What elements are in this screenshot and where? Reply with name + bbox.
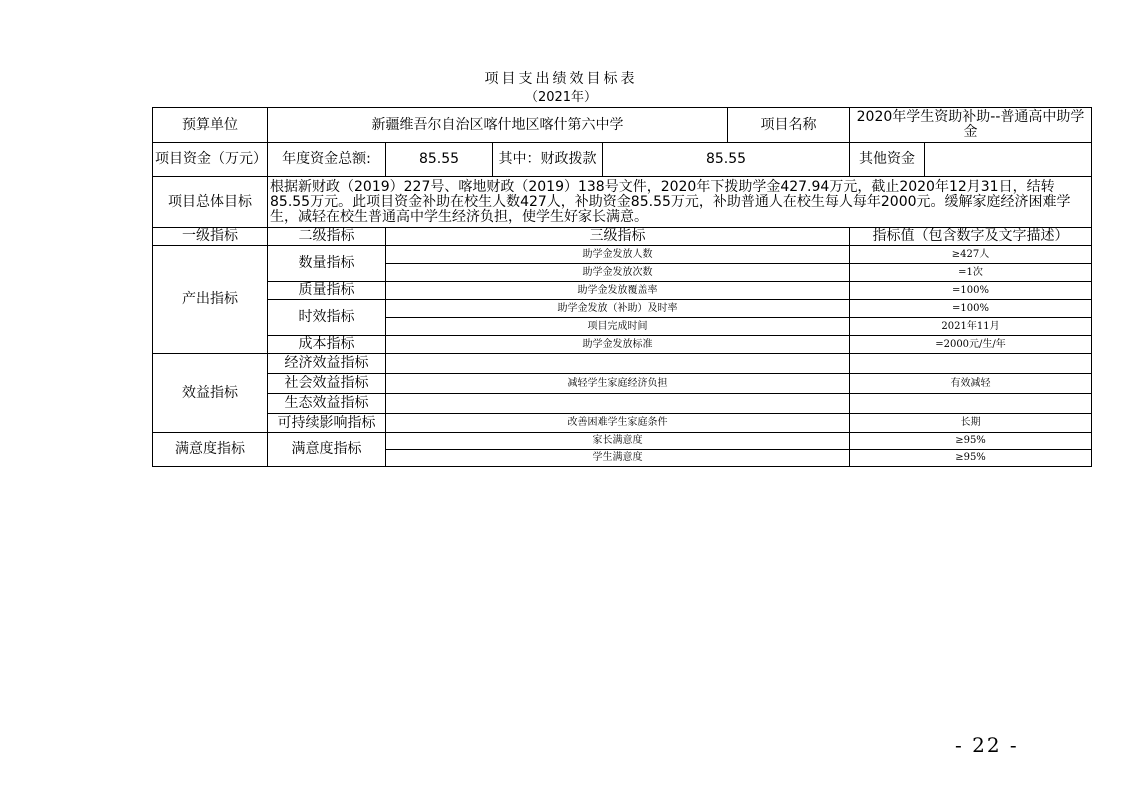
fiscal-value: 85.55 [603, 143, 850, 177]
indicator-value: 2021年11月 [850, 318, 1092, 336]
indicator-value: 长期 [850, 414, 1092, 433]
budget-unit-value: 新疆维吾尔自治区喀什地区喀什第六中学 [268, 108, 728, 143]
indicator-name: 家长满意度 [386, 433, 850, 450]
social-benefit-label: 社会效益指标 [268, 374, 386, 394]
sustainable-impact-label: 可持续影响指标 [268, 414, 386, 433]
indicator-name: 助学金发放（补助）及时率 [386, 300, 850, 318]
table-row [153, 336, 1092, 354]
col-level2-header: 二级指标 [268, 228, 386, 246]
funds-label: 项目资金（万元） [153, 143, 268, 177]
project-name-label: 项目名称 [728, 108, 850, 143]
satisfaction-sub-indicator-label: 满意度指标 [268, 433, 386, 467]
other-funds-label: 其他资金 [850, 143, 925, 177]
fiscal-label: 其中：财政拨款 [493, 143, 603, 177]
indicator-value: =100% [850, 282, 1092, 300]
table-row [153, 300, 1092, 318]
indicator-value [850, 354, 1092, 374]
col-value-header: 指标值（包含数字及文字描述） [850, 228, 1092, 246]
table-subtitle-year: （2021年） [524, 90, 598, 105]
output-indicator-label: 产出指标 [153, 246, 268, 354]
budget-unit-label: 预算单位 [153, 108, 268, 143]
benefit-indicator-label: 效益指标 [153, 354, 268, 433]
performance-target-table [152, 107, 1092, 467]
other-funds-value [925, 143, 1092, 177]
indicator-value [850, 394, 1092, 414]
indicator-value: =2000元/生/年 [850, 336, 1092, 354]
indicator-name: 助学金发放标准 [386, 336, 850, 354]
table-row [153, 414, 1092, 433]
funds-row [153, 143, 1092, 177]
indicator-value: ≥427人 [850, 246, 1092, 264]
table-row [153, 282, 1092, 300]
indicator-value: =100% [850, 300, 1092, 318]
indicator-name: 助学金发放次数 [386, 264, 850, 282]
indicator-name [386, 354, 850, 374]
indicator-name: 助学金发放覆盖率 [386, 282, 850, 300]
goal-row [153, 177, 1092, 228]
goal-label: 项目总体目标 [153, 177, 268, 228]
page-number: - 22 - [955, 733, 1019, 757]
cost-indicator-label: 成本指标 [268, 336, 386, 354]
ecological-benefit-label: 生态效益指标 [268, 394, 386, 414]
table-row [153, 374, 1092, 394]
table-title: 项目支出绩效目标表 [484, 71, 638, 87]
annual-total-value: 85.55 [386, 143, 493, 177]
indicator-name: 项目完成时间 [386, 318, 850, 336]
indicator-name: 改善困难学生家庭条件 [386, 414, 850, 433]
table-row [153, 394, 1092, 414]
header-row [153, 108, 1092, 143]
table-row [153, 354, 1092, 374]
indicator-value: 有效减轻 [850, 374, 1092, 394]
col-level1-header: 一级指标 [153, 228, 268, 246]
table-row [153, 246, 1092, 264]
quantity-indicator-label: 数量指标 [268, 246, 386, 282]
indicator-value: =1次 [850, 264, 1092, 282]
project-name-value: 2020年学生资助补助--普通高中助学金 [850, 108, 1092, 143]
indicator-header-row [153, 228, 1092, 246]
indicator-name: 减轻学生家庭经济负担 [386, 374, 850, 394]
indicator-name: 助学金发放人数 [386, 246, 850, 264]
quality-indicator-label: 质量指标 [268, 282, 386, 300]
economic-benefit-label: 经济效益指标 [268, 354, 386, 374]
indicator-value: ≥95% [850, 433, 1092, 450]
indicator-value: ≥95% [850, 450, 1092, 467]
col-level3-header: 三级指标 [386, 228, 850, 246]
goal-text: 根据新财政（2019）227号、喀地财政（2019）138号文件，2020年下拨助学金427.94万元，截止2020年12月31日，结转85.55万元。此项目资金补助在校生人数427人，补助资金85.55万元，补助普通人在校生每人每年2000元。缓解家庭经济困难学生，减轻在校生普通高中学生经济负担，使学生好家长满意。 [268, 177, 1092, 228]
annual-total-label: 年度资金总额: [268, 143, 386, 177]
timeliness-indicator-label: 时效指标 [268, 300, 386, 336]
table-row [153, 433, 1092, 450]
indicator-name [386, 394, 850, 414]
satisfaction-indicator-label: 满意度指标 [153, 433, 268, 467]
indicator-name: 学生满意度 [386, 450, 850, 467]
